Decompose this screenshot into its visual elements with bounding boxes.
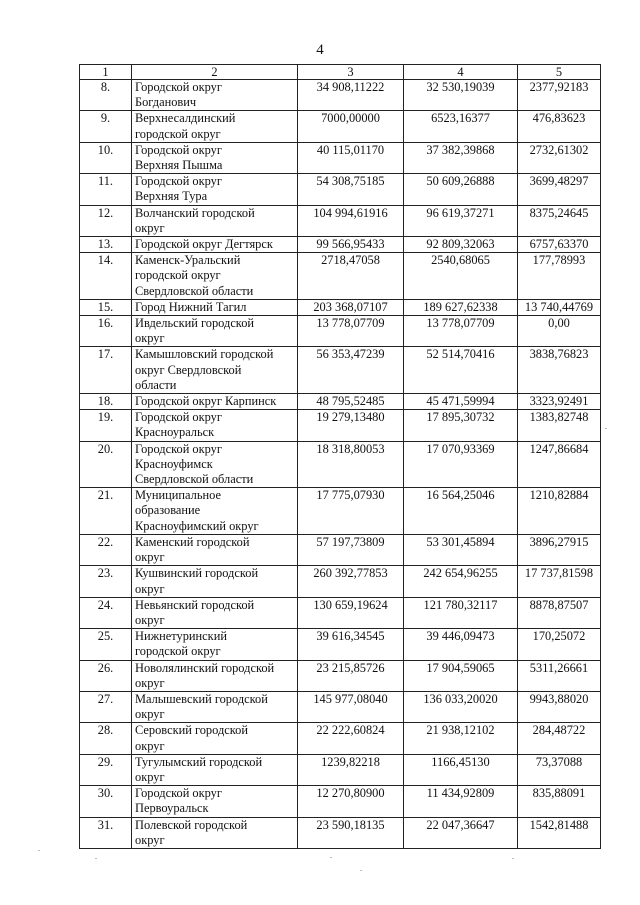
table-row: [80, 410, 601, 441]
value-col-3: 22 222,60824: [298, 723, 404, 754]
header-col-1: 1: [80, 65, 132, 80]
municipality-name: [132, 347, 298, 394]
municipality-name-line: округ: [135, 832, 165, 847]
municipality-name: [132, 205, 298, 236]
table-row: [80, 174, 601, 205]
municipality-name-line: Верхняя Тура: [135, 189, 208, 204]
value-col-4: 6523,16377: [404, 111, 518, 142]
row-number: 30.: [80, 786, 132, 817]
municipality-name: [132, 660, 298, 691]
value-col-4: 17 895,30732: [404, 410, 518, 441]
value-col-5: 3699,48297: [518, 174, 601, 205]
table-row: [80, 629, 601, 660]
municipality-name: [132, 817, 298, 848]
table-row: [80, 237, 601, 253]
value-col-3: 1239,82218: [298, 754, 404, 785]
value-col-5: 1542,81488: [518, 817, 601, 848]
row-number: 25.: [80, 629, 132, 660]
table-row: [80, 786, 601, 817]
municipality-name-line: Красноуральск: [135, 425, 215, 440]
municipality-name-line: Городской округ: [135, 410, 222, 425]
municipality-name-line: округ: [135, 675, 165, 690]
value-col-4: 45 471,59994: [404, 394, 518, 410]
municipality-name-line: городской округ: [135, 126, 221, 141]
municipality-name-line: Верхнесалдинский: [135, 111, 236, 126]
row-number: 17.: [80, 347, 132, 394]
value-col-3: 54 308,75185: [298, 174, 404, 205]
municipality-name-line: округ: [135, 220, 165, 235]
value-col-4: 53 301,45894: [404, 534, 518, 565]
header-col-5: 5: [518, 65, 601, 80]
municipality-name: [132, 691, 298, 722]
municipality-name-line: округ: [135, 331, 165, 346]
value-col-5: 1383,82748: [518, 410, 601, 441]
value-col-5: 1210,82884: [518, 488, 601, 535]
row-number: 11.: [80, 174, 132, 205]
table-body: [80, 80, 601, 849]
value-col-5: 835,88091: [518, 786, 601, 817]
municipality-name-line: Малышевский городской: [135, 691, 268, 706]
value-col-5: 13 740,44769: [518, 299, 601, 315]
municipality-name-line: Серовский городской: [135, 723, 248, 738]
value-col-5: 73,37088: [518, 754, 601, 785]
value-col-5: 3323,92491: [518, 394, 601, 410]
value-col-3: 130 659,19624: [298, 597, 404, 628]
municipality-name-line: Невьянский городской: [135, 597, 255, 612]
table-row: [80, 691, 601, 722]
municipality-name-line: округ: [135, 707, 165, 722]
header-col-2: 2: [132, 65, 298, 80]
value-col-4: 121 780,32117: [404, 597, 518, 628]
municipality-name-line: Кушвинский городской: [135, 566, 259, 581]
value-col-3: 203 368,07107: [298, 299, 404, 315]
header-col-4: 4: [404, 65, 518, 80]
table-row: [80, 142, 601, 173]
value-col-5: 0,00: [518, 316, 601, 347]
value-col-3: 57 197,73809: [298, 534, 404, 565]
table-row: [80, 597, 601, 628]
row-number: 16.: [80, 316, 132, 347]
value-col-5: 170,25072: [518, 629, 601, 660]
value-col-5: 284,48722: [518, 723, 601, 754]
value-col-3: 18 318,80053: [298, 441, 404, 488]
municipality-name: [132, 80, 298, 111]
value-col-4: 32 530,19039: [404, 80, 518, 111]
header-row: [80, 65, 601, 80]
municipality-name: [132, 174, 298, 205]
value-col-5: 17 737,81598: [518, 566, 601, 597]
municipality-name-line: Полевской городской: [135, 817, 248, 832]
value-col-5: 177,78993: [518, 253, 601, 300]
table-row: [80, 394, 601, 410]
municipality-name: [132, 441, 298, 488]
municipality-name-line: Нижнетуринский: [135, 629, 227, 644]
municipality-name-line: Каменск-Уральский: [135, 253, 241, 268]
value-col-4: 11 434,92809: [404, 786, 518, 817]
row-number: 23.: [80, 566, 132, 597]
scan-speck: [605, 428, 607, 429]
value-col-3: 12 270,80900: [298, 786, 404, 817]
value-col-5: 3838,76823: [518, 347, 601, 394]
value-col-5: 3896,27915: [518, 534, 601, 565]
municipality-name-line: Камышловский городской: [135, 347, 274, 362]
municipality-name-line: округ: [135, 738, 165, 753]
value-col-4: 96 619,37271: [404, 205, 518, 236]
row-number: 22.: [80, 534, 132, 565]
municipality-name: [132, 597, 298, 628]
municipality-name-line: Новолялинский городской: [135, 660, 275, 675]
scan-speck: [95, 858, 97, 859]
municipality-name-line: Свердловской области: [135, 472, 254, 487]
row-number: 31.: [80, 817, 132, 848]
municipality-name: [132, 754, 298, 785]
row-number: 15.: [80, 299, 132, 315]
table-row: [80, 817, 601, 848]
municipality-name: [132, 723, 298, 754]
value-col-3: 145 977,08040: [298, 691, 404, 722]
municipality-name: [132, 566, 298, 597]
municipality-name-line: Муниципальное: [135, 488, 221, 503]
row-number: 13.: [80, 237, 132, 253]
value-col-3: 39 616,34545: [298, 629, 404, 660]
value-col-4: 52 514,70416: [404, 347, 518, 394]
page-number: 4: [316, 42, 324, 58]
table-row: [80, 111, 601, 142]
table-row: [80, 316, 601, 347]
value-col-4: 17 070,93369: [404, 441, 518, 488]
value-col-3: 104 994,61916: [298, 205, 404, 236]
municipality-name-line: образование: [135, 503, 201, 518]
municipality-name: [132, 786, 298, 817]
value-col-3: 13 778,07709: [298, 316, 404, 347]
row-number: 20.: [80, 441, 132, 488]
table-row: [80, 754, 601, 785]
municipality-name: [132, 629, 298, 660]
budget-table: [79, 64, 601, 849]
municipality-name-line: округ Свердловской: [135, 362, 242, 377]
municipality-name: [132, 488, 298, 535]
municipality-name: [132, 394, 298, 410]
value-col-3: 56 353,47239: [298, 347, 404, 394]
municipality-name-line: Городской округ: [135, 142, 222, 157]
row-number: 19.: [80, 410, 132, 441]
municipality-name-line: Красноуфимский округ: [135, 518, 259, 533]
municipality-name-line: области: [135, 377, 177, 392]
municipality-name-line: Городской округ: [135, 786, 222, 801]
municipality-name: [132, 111, 298, 142]
table-row: [80, 534, 601, 565]
municipality-name: [132, 299, 298, 315]
row-number: 26.: [80, 660, 132, 691]
municipality-name-line: Городской округ: [135, 80, 222, 94]
table-row: [80, 347, 601, 394]
municipality-name-line: Городской округ Дегтярск: [135, 237, 273, 252]
table-row: [80, 253, 601, 300]
value-col-3: 7000,00000: [298, 111, 404, 142]
value-col-3: 48 795,52485: [298, 394, 404, 410]
row-number: 28.: [80, 723, 132, 754]
municipality-name-line: Городской округ: [135, 174, 222, 189]
value-col-3: 34 908,11222: [298, 80, 404, 111]
value-col-4: 1166,45130: [404, 754, 518, 785]
municipality-name-line: Верхняя Пышма: [135, 158, 223, 173]
table-row: [80, 566, 601, 597]
value-col-5: 5311,26661: [518, 660, 601, 691]
value-col-4: 21 938,12102: [404, 723, 518, 754]
table-header: [80, 65, 601, 80]
municipality-name-line: Свердловской области: [135, 283, 254, 298]
value-col-3: 23 590,18135: [298, 817, 404, 848]
municipality-name: [132, 142, 298, 173]
value-col-5: 6757,63370: [518, 237, 601, 253]
value-col-4: 22 047,36647: [404, 817, 518, 848]
municipality-name-line: Каменский городской: [135, 534, 250, 549]
municipality-name-line: Богданович: [135, 95, 197, 110]
municipality-name: [132, 316, 298, 347]
value-col-3: 99 566,95433: [298, 237, 404, 253]
value-col-4: 242 654,96255: [404, 566, 518, 597]
value-col-5: 8375,24645: [518, 205, 601, 236]
municipality-name-line: Первоуральск: [135, 801, 209, 816]
municipality-name-line: Город Нижний Тагил: [135, 299, 247, 314]
value-col-5: 476,83623: [518, 111, 601, 142]
value-col-4: 13 778,07709: [404, 316, 518, 347]
row-number: 9.: [80, 111, 132, 142]
row-number: 10.: [80, 142, 132, 173]
row-number: 12.: [80, 205, 132, 236]
value-col-3: 19 279,13480: [298, 410, 404, 441]
table-row: [80, 441, 601, 488]
value-col-4: 17 904,59065: [404, 660, 518, 691]
value-col-5: 1247,86684: [518, 441, 601, 488]
row-number: 29.: [80, 754, 132, 785]
value-col-5: 9943,88020: [518, 691, 601, 722]
municipality-name-line: городской округ: [135, 644, 221, 659]
row-number: 14.: [80, 253, 132, 300]
municipality-name: [132, 253, 298, 300]
value-col-3: 40 115,01170: [298, 142, 404, 173]
municipality-name-line: округ: [135, 550, 165, 565]
value-col-4: 189 627,62338: [404, 299, 518, 315]
municipality-name-line: Тугулымский городской: [135, 754, 263, 769]
value-col-3: 23 215,85726: [298, 660, 404, 691]
municipality-name-line: Волчанский городской: [135, 205, 255, 220]
row-number: 24.: [80, 597, 132, 628]
value-col-4: 92 809,32063: [404, 237, 518, 253]
table-row: [80, 299, 601, 315]
municipality-name-line: округ: [135, 769, 165, 784]
row-number: 8.: [80, 80, 132, 111]
scan-speck: [330, 857, 332, 858]
municipality-name: [132, 237, 298, 253]
municipality-name: [132, 534, 298, 565]
scan-speck: [38, 850, 40, 851]
scan-speck: [360, 870, 362, 871]
value-col-3: 17 775,07930: [298, 488, 404, 535]
value-col-5: 8878,87507: [518, 597, 601, 628]
value-col-4: 136 033,20020: [404, 691, 518, 722]
value-col-4: 16 564,25046: [404, 488, 518, 535]
value-col-4: 39 446,09473: [404, 629, 518, 660]
table-row: [80, 660, 601, 691]
value-col-3: 260 392,77853: [298, 566, 404, 597]
table-row: [80, 723, 601, 754]
municipality-name-line: округ: [135, 612, 165, 627]
municipality-name-line: Красноуфимск: [135, 456, 213, 471]
header-col-3: 3: [298, 65, 404, 80]
value-col-4: 50 609,26888: [404, 174, 518, 205]
municipality-name-line: округ: [135, 581, 165, 596]
municipality-name-line: городской округ: [135, 268, 221, 283]
value-col-4: 2540,68065: [404, 253, 518, 300]
row-number: 18.: [80, 394, 132, 410]
table-row: [80, 205, 601, 236]
municipality-name-line: Городской округ Карпинск: [135, 394, 277, 409]
scan-speck: [512, 858, 514, 859]
value-col-5: 2377,92183: [518, 80, 601, 111]
row-number: 27.: [80, 691, 132, 722]
municipality-name: [132, 410, 298, 441]
table-row: [80, 488, 601, 535]
value-col-3: 2718,47058: [298, 253, 404, 300]
value-col-4: 37 382,39868: [404, 142, 518, 173]
value-col-5: 2732,61302: [518, 142, 601, 173]
municipality-name-line: Городской округ: [135, 441, 222, 456]
table-row: [80, 80, 601, 111]
row-number: 21.: [80, 488, 132, 535]
municipality-name-line: Ивдельский городской: [135, 316, 255, 331]
